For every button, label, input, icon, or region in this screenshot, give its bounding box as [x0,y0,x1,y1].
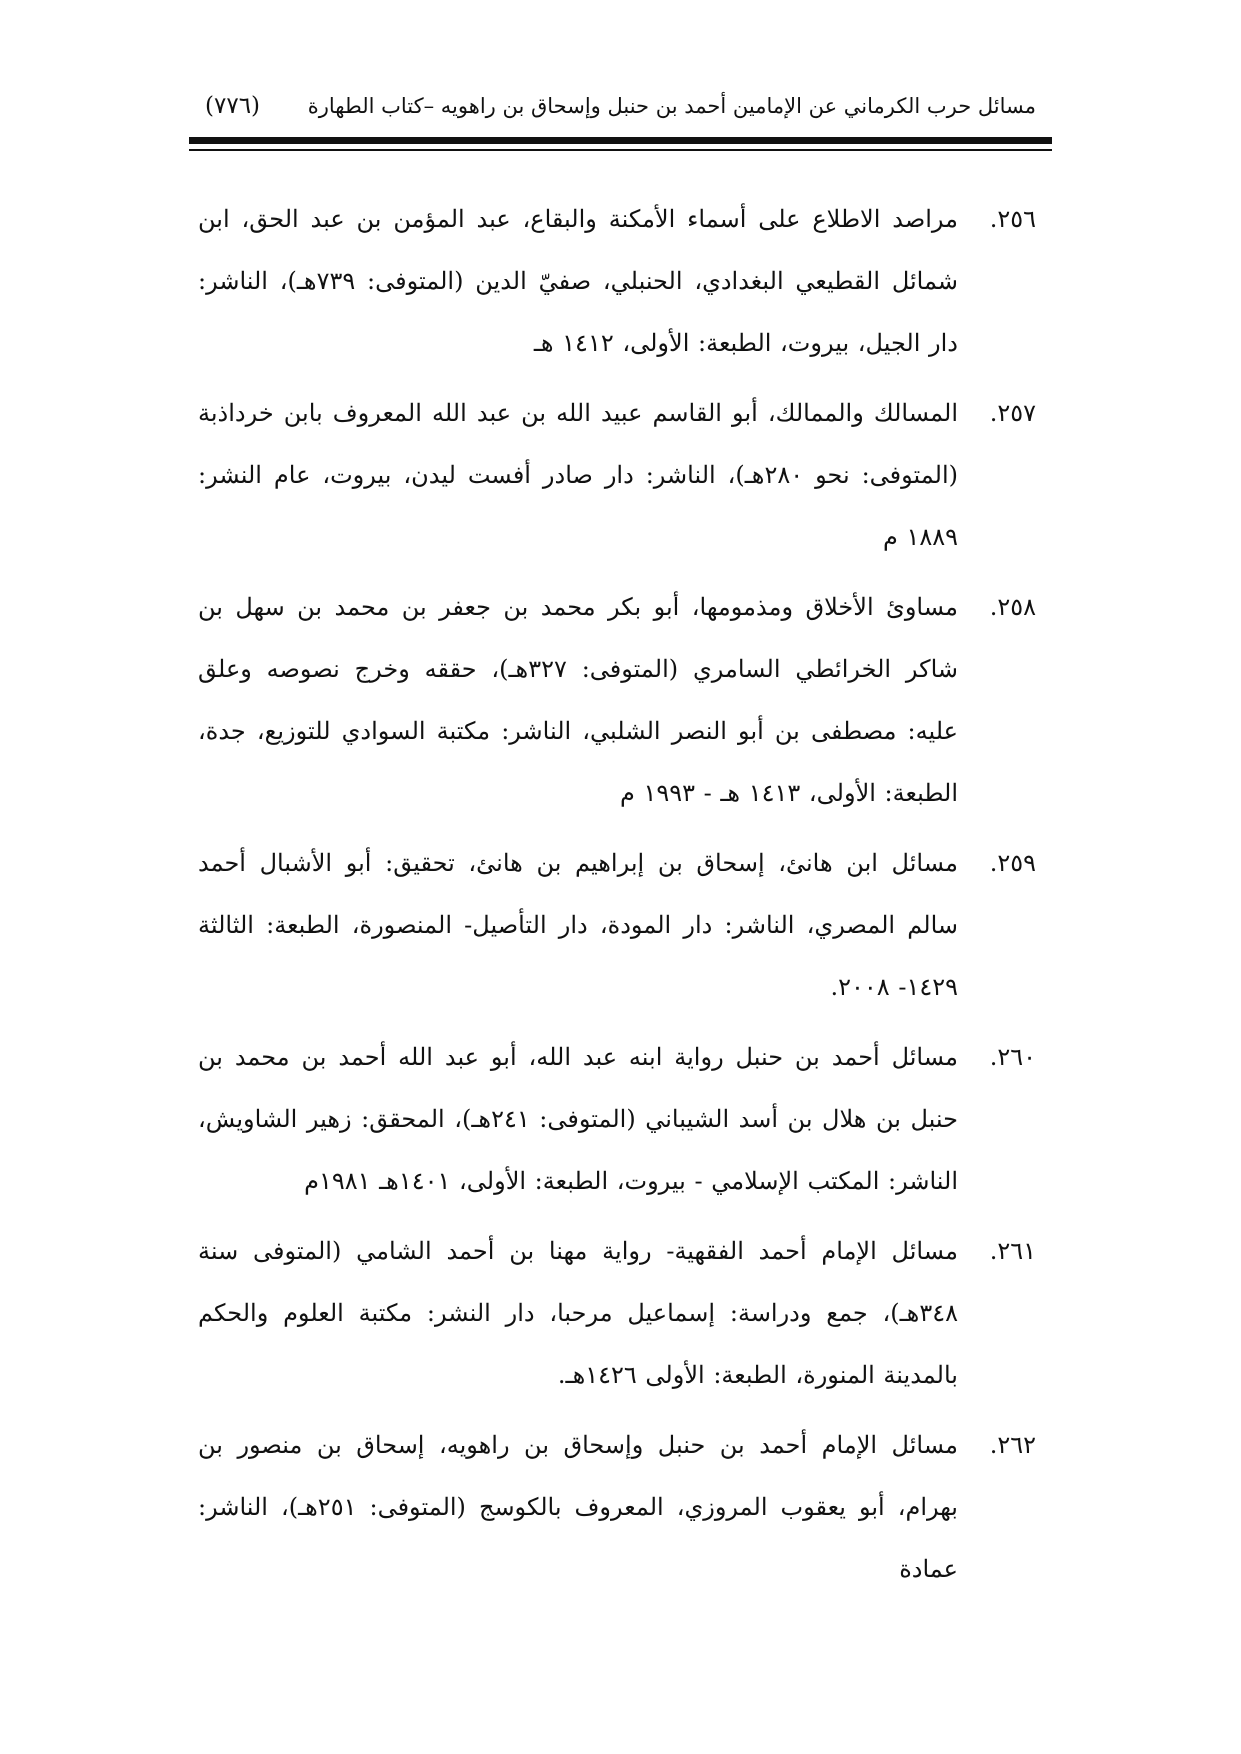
header-rule-thick [189,137,1052,144]
entry-number: ٢٦٢. [989,1431,1036,1459]
entry-number: ٢٦١. [989,1237,1036,1265]
header-title: مسائل حرب الكرماني عن الإمامين أحمد بن حنبل وإسحاق بن راهويه –كتاب الطهارة [307,94,1036,118]
bibliography-entry [198,1026,1036,1212]
bibliography-entry [198,576,1036,824]
header-rule-thin [189,149,1052,151]
bibliography-list [198,188,1036,1608]
bibliography-entry [198,832,1036,1018]
entry-number: ٢٦٠. [989,1043,1036,1071]
running-header [205,84,1036,128]
entry-text: مسائل الإمام أحمد الفقهية- رواية مهنا بن أحمد الشامي (المتوفى سنة ٣٤٨هـ)، جمع ودراسة: إسماعيل مرحبا، دار النشر: مكتبة العلوم والحكم بالمدينة المنورة، الطبعة: الأولى ١٤٢٦هـ. [198,1237,958,1389]
entry-text: مسائل أحمد بن حنبل رواية ابنه عبد الله، أبو عبد الله أحمد بن محمد بن حنبل بن هلال بن أسد الشيباني (المتوفى: ٢٤١هـ)، المحقق: زهير الشاويش، الناشر: المكتب الإسلامي - بيروت، الطبعة: الأولى، ١٤٠١هـ ١٩٨١م [198,1043,958,1195]
entry-text: مراصد الاطلاع على أسماء الأمكنة والبقاع، عبد المؤمن بن عبد الحق، ابن شمائل القطيعي البغدادي، الحنبلي، صفيّ الدين (المتوفى: ٧٣٩هـ)، الناشر: دار الجيل، بيروت، الطبعة: الأولى، ١٤١٢ هـ [198,205,958,357]
entry-text: مسائل الإمام أحمد بن حنبل وإسحاق بن راهويه، إسحاق بن منصور بن بهرام، أبو يعقوب المروزي، المعروف بالكوسج (المتوفى: ٢٥١هـ)، الناشر: عمادة [198,1431,958,1583]
entry-text: مسائل ابن هانئ، إسحاق بن إبراهيم بن هانئ، تحقيق: أبو الأشبال أحمد سالم المصري، الناشر: دار المودة، دار التأصيل- المنصورة، الطبعة: الثالثة ١٤٢٩- ٢٠٠٨. [198,849,958,1001]
entry-text: مساوئ الأخلاق ومذمومها، أبو بكر محمد بن جعفر بن محمد بن سهل بن شاكر الخرائطي السامري (المتوفى: ٣٢٧هـ)، حققه وخرج نصوصه وعلق عليه: مصطفى بن أبو النصر الشلبي، الناشر: مكتبة السوادي للتوزيع، جدة، الطبعة: الأولى، ١٤١٣ هـ - ١٩٩٣ م [198,593,958,807]
entry-number: ٢٥٨. [989,593,1036,621]
bibliography-entry [198,1414,1036,1600]
entry-text: المسالك والممالك، أبو القاسم عبيد الله بن عبد الله المعروف بابن خرداذبة (المتوفى: نحو ٢٨٠هـ)، الناشر: دار صادر أفست ليدن، بيروت، عام النشر: ١٨٨٩ م [198,399,959,551]
page-number: (٧٧٦) [205,93,261,119]
bibliography-entry [198,382,1036,568]
bibliography-entry [198,1220,1036,1406]
entry-number: ٢٥٦. [989,205,1036,233]
entry-number: ٢٥٩. [989,849,1036,877]
entry-number: ٢٥٧. [989,399,1036,427]
bibliography-entry [198,188,1036,374]
